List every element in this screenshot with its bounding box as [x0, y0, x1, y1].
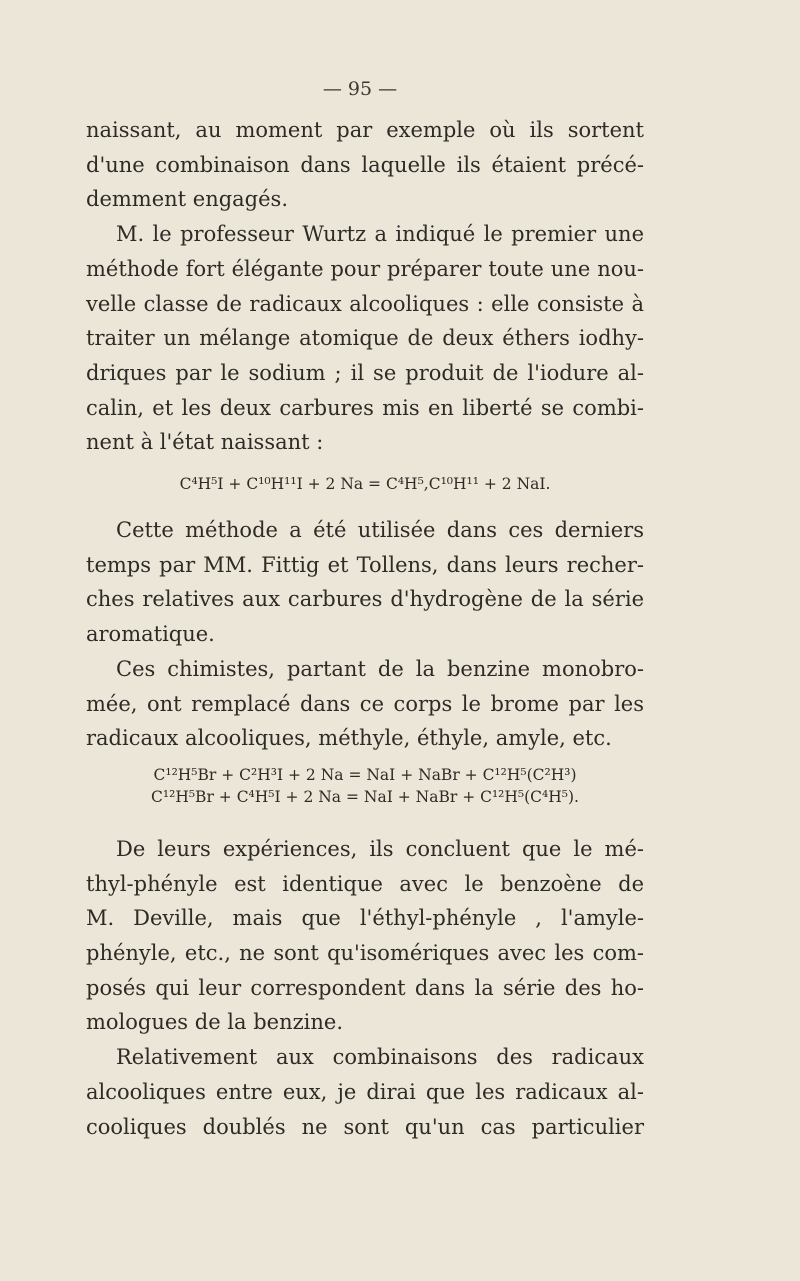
text-line: traiter un mélange atomique de deux éthers iodhy- [86, 326, 644, 351]
chemical-equation: C⁴H⁵I + C¹⁰H¹¹I + 2 Na = C⁴H⁵,C¹⁰H¹¹ + 2 NaI. [179, 475, 551, 494]
text-line: phényle, etc., ne sont qu'isomériques avec les com- [86, 941, 644, 966]
text-line: calin, et les deux carbures mis en liberté se combi- [86, 395, 644, 420]
text-line: cooliques doublés ne sont qu'un cas particulier [86, 1114, 644, 1139]
text-line: nent à l'état naissant : [86, 430, 324, 455]
text-line: posés qui leur correspondent dans la série des ho- [86, 975, 644, 1000]
text-line: aromatique. [86, 622, 215, 647]
text-line: driques par le sodium ; il se produit de l'iodure al- [86, 360, 644, 385]
chemical-equation: C¹²H⁵Br + C⁴H⁵I + 2 Na = NaI + NaBr + C¹²H⁵(C⁴H⁵). [151, 787, 579, 806]
chemical-equations [86, 764, 644, 808]
text-line: alcooliques entre eux, je dirai que les radicaux al- [86, 1079, 644, 1104]
text-line: M. le professeur Wurtz a indiqué le premier une [116, 222, 644, 247]
paragraph-2 [86, 217, 644, 460]
text-line: demment engagés. [86, 187, 289, 212]
page-number: — 95 — [322, 78, 398, 100]
text-line: méthode fort élégante pour préparer toute une nou- [86, 256, 644, 281]
text-line: thyl-phényle est identique avec le benzoène de [86, 871, 644, 896]
text-line: naissant, au moment par exemple où ils sortent [86, 118, 644, 142]
text-line: radicaux alcooliques, méthyle, éthyle, amyle, etc. [86, 726, 612, 751]
paragraph-6 [86, 1040, 644, 1144]
paragraph-3 [86, 513, 644, 652]
text-line: velle classe de radicaux alcooliques : elle consiste à [86, 291, 644, 316]
text-line: Ces chimistes, partant de la benzine monobro- [116, 656, 644, 681]
paragraph-1 [86, 113, 644, 217]
body-text [86, 113, 644, 1144]
paragraph-5 [86, 832, 644, 1040]
text-line: M. Deville, mais que l'éthyl-phényle , l'amyle- [86, 906, 644, 931]
text-line: mée, ont remplacé dans ce corps le brome par les [86, 691, 644, 716]
paragraph-4 [86, 652, 644, 756]
chemical-equation: C¹²H⁵Br + C²H³I + 2 Na = NaI + NaBr + C¹²H⁵(C²H³) [153, 765, 577, 784]
text-line: temps par MM. Fittig et Tollens, dans leurs recher- [86, 552, 644, 577]
text-line: Cette méthode a été utilisée dans ces derniers [116, 518, 644, 543]
text-line: De leurs expériences, ils concluent que le mé- [116, 836, 644, 861]
text-line: Relativement aux combinaisons des radicaux [116, 1045, 644, 1070]
text-line: mologues de la benzine. [86, 1010, 344, 1035]
text-line: d'une combinaison dans laquelle ils étaient précé- [86, 152, 644, 177]
text-line: ches relatives aux carbures d'hydrogène de la série [86, 587, 644, 612]
